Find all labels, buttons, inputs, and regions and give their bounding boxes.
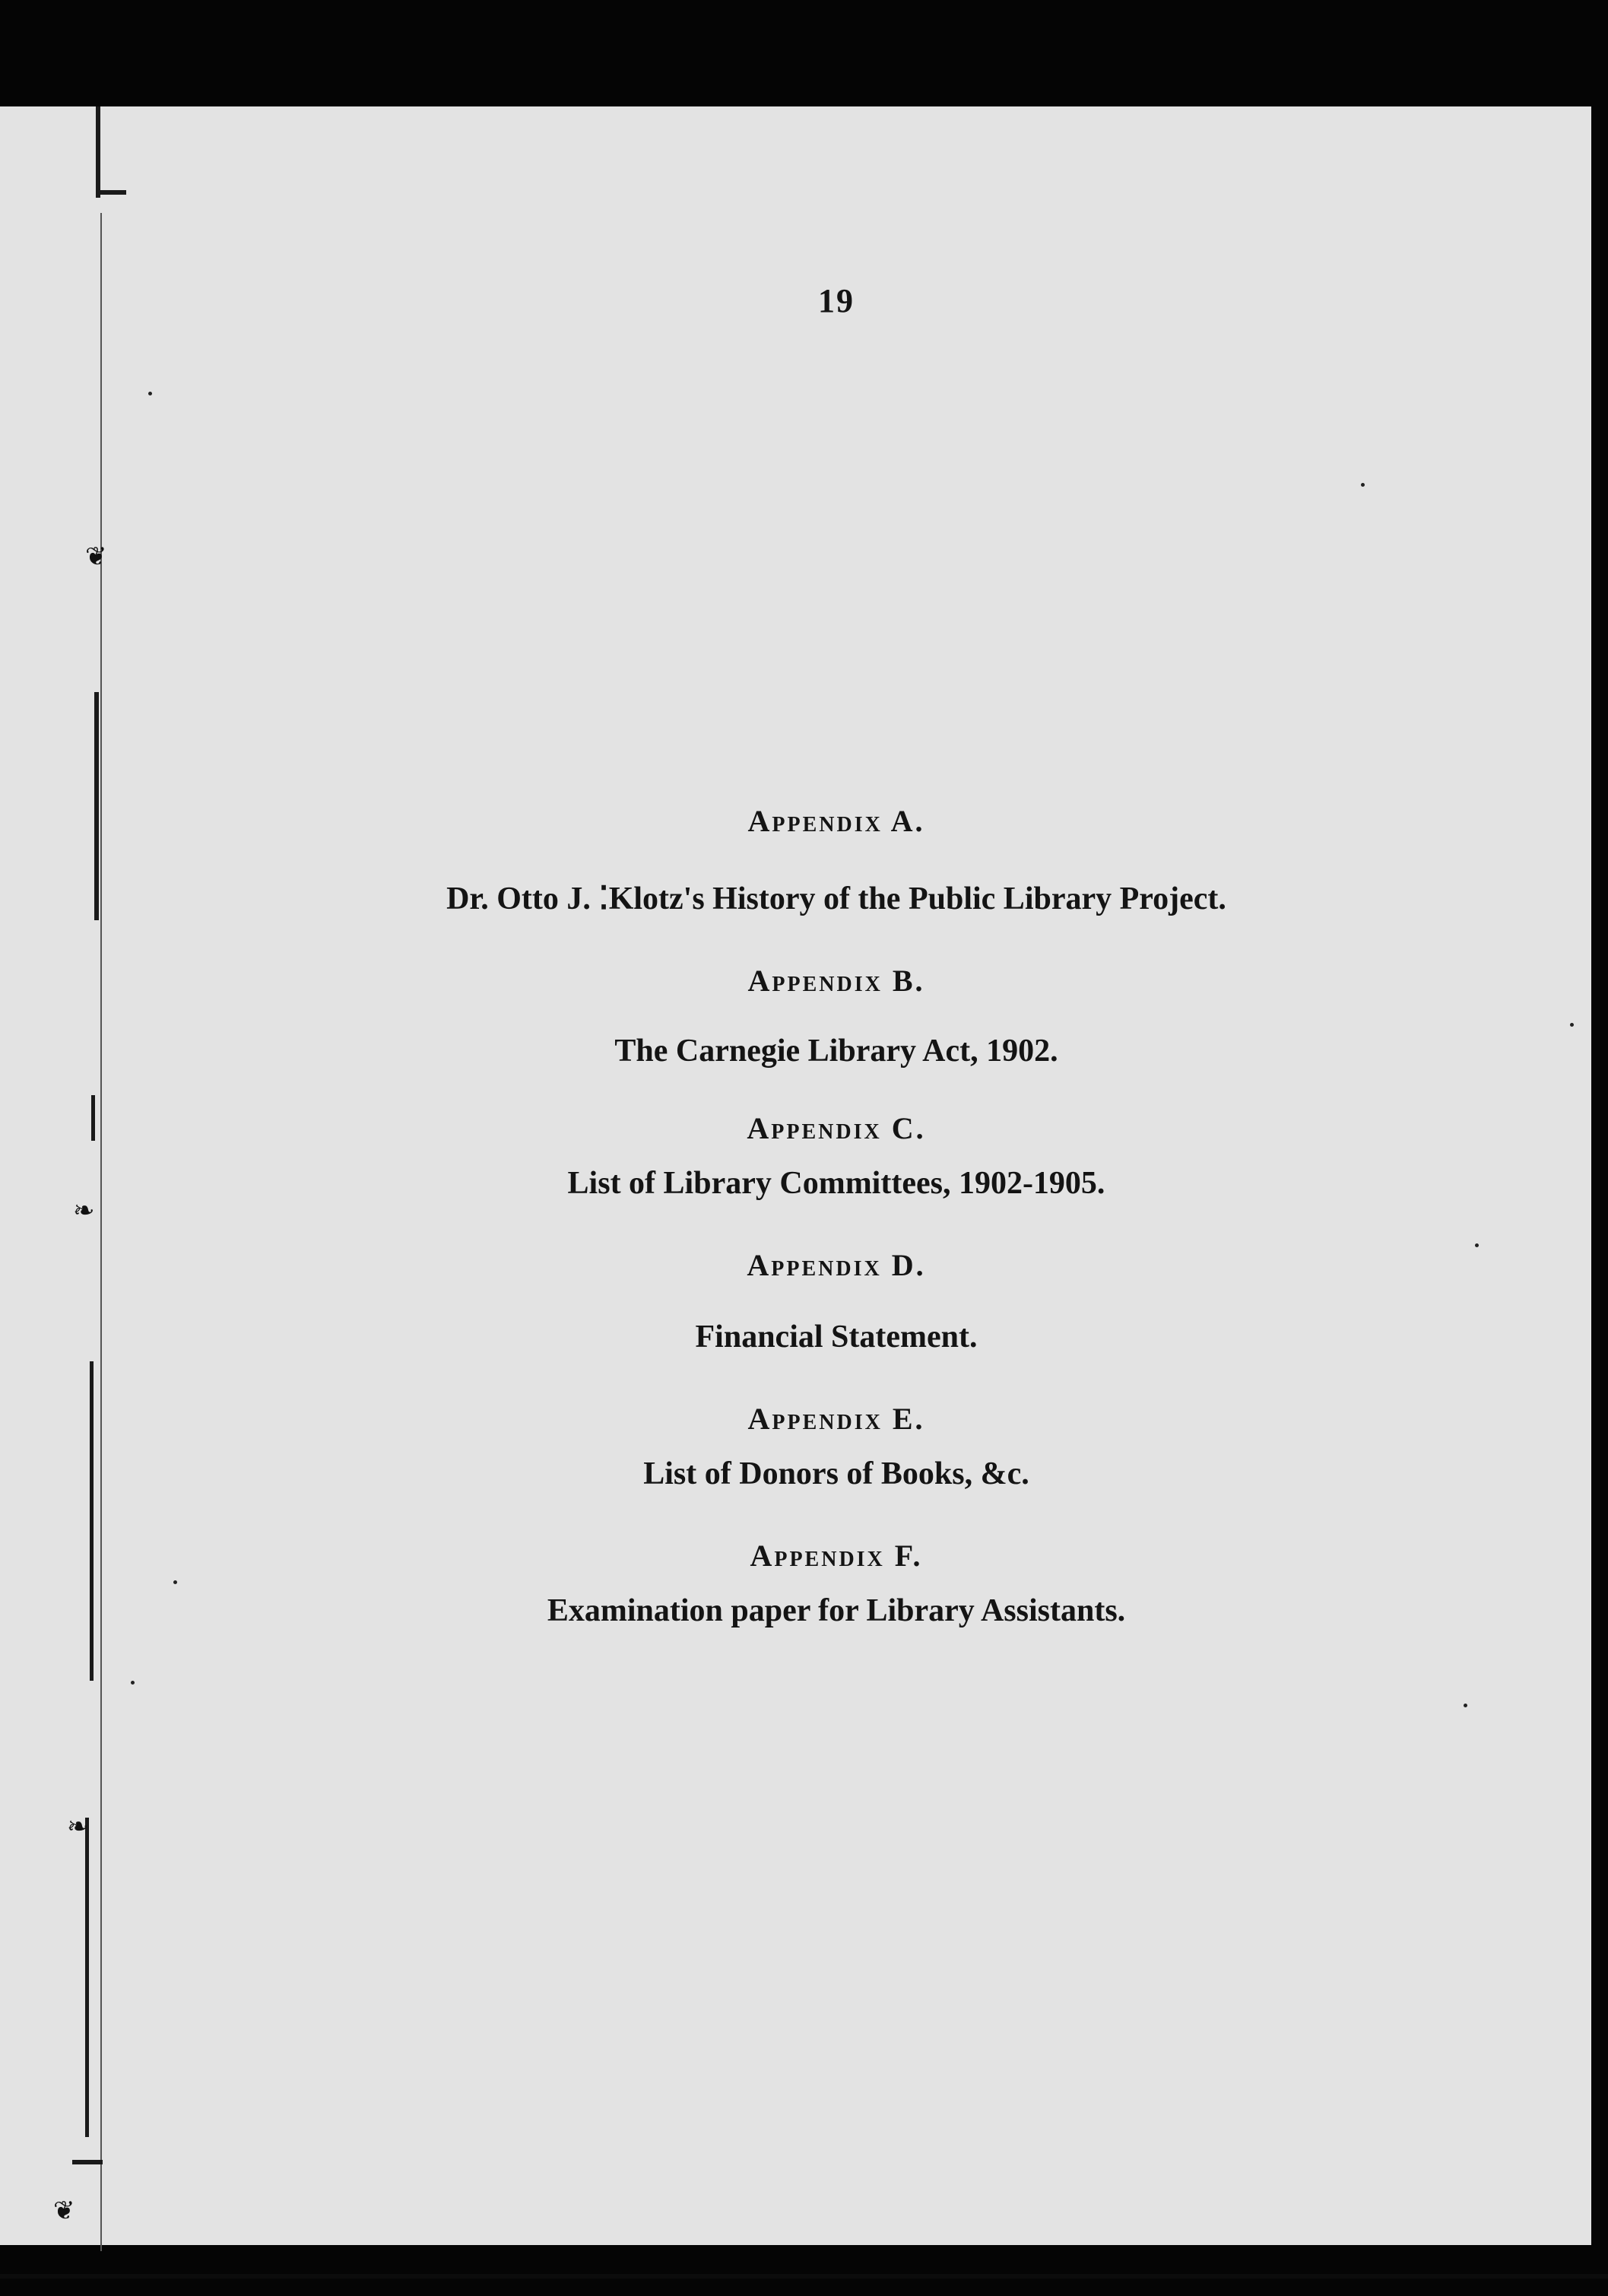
scan-speck bbox=[131, 1681, 135, 1685]
appendix-heading: Appendix B. bbox=[747, 964, 925, 998]
appendix-entry-d bbox=[0, 1244, 1608, 1360]
appendix-entry-c bbox=[0, 1107, 1608, 1206]
appendix-entry-f bbox=[0, 1535, 1608, 1634]
appendix-entry-b bbox=[0, 960, 1608, 1074]
appendix-heading: Appendix A. bbox=[747, 804, 925, 838]
page-number: 19 bbox=[818, 282, 855, 319]
appendix-list bbox=[0, 800, 1608, 1673]
appendix-title: Examination paper for Library Assistants. bbox=[547, 1593, 1126, 1628]
page-content bbox=[0, 106, 1591, 2245]
binding-ornament-icon: ❧ bbox=[73, 1196, 95, 1226]
appendix-title: List of Library Committees, 1902-1905. bbox=[567, 1166, 1105, 1201]
scan-edge bbox=[0, 2274, 1608, 2279]
appendix-title: Financial Statement. bbox=[695, 1319, 978, 1354]
binding-ornament-icon: ❧ bbox=[67, 1812, 89, 1842]
scan-speck bbox=[1464, 1704, 1467, 1707]
scan-speck bbox=[1475, 1243, 1479, 1247]
appendix-heading: Appendix F. bbox=[750, 1539, 923, 1573]
binding-ornament-icon: ❦ bbox=[53, 2196, 75, 2226]
scan-speck bbox=[1361, 483, 1365, 487]
binding-ornament-icon: ❦ bbox=[85, 541, 107, 572]
scan-speck bbox=[1570, 1023, 1574, 1027]
appendix-heading: Appendix E. bbox=[747, 1402, 925, 1436]
appendix-title: List of Donors of Books, &c. bbox=[643, 1456, 1029, 1491]
appendix-title: The Carnegie Library Act, 1902. bbox=[614, 1034, 1058, 1069]
appendix-entry-a bbox=[0, 800, 1608, 922]
appendix-entry-e bbox=[0, 1398, 1608, 1497]
scan-speck bbox=[173, 1580, 177, 1584]
appendix-heading: Appendix C. bbox=[747, 1111, 926, 1145]
appendix-title: Dr. Otto J. ⁚Klotz's History of the Public Library Project. bbox=[446, 881, 1226, 916]
scan-speck bbox=[148, 392, 152, 395]
appendix-heading: Appendix D. bbox=[747, 1248, 926, 1282]
